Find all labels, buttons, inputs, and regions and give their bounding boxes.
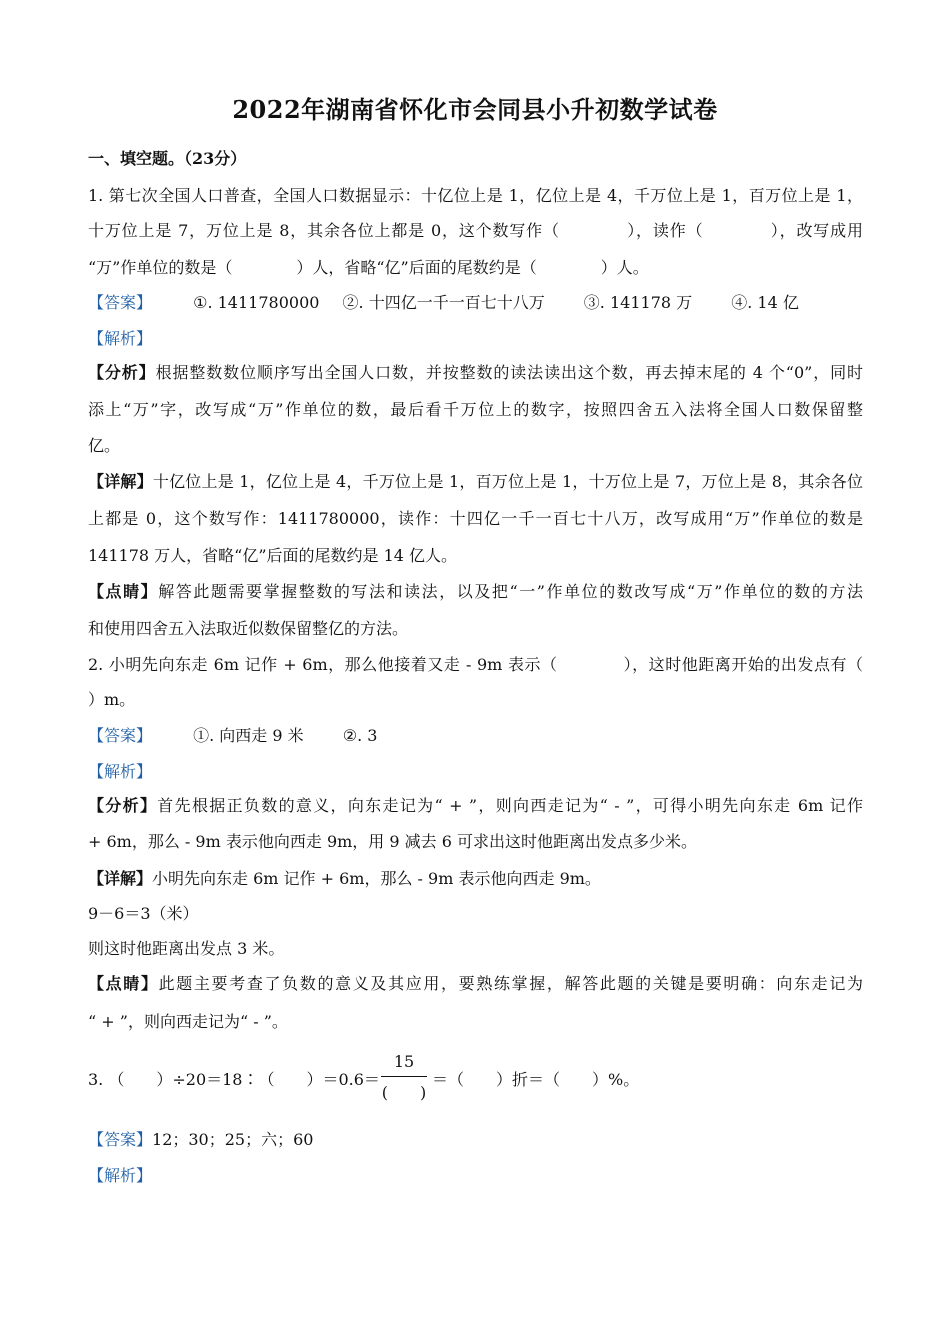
fenxi-text: 根据整数数位顺序写出全国人口数，并按整数的读法读出这个数，再去掉末尾的 4 个“0”，同时 (155, 363, 863, 382)
answer-item: ②. 3 (342, 726, 378, 745)
q1-fenxi-line: 亿。 (88, 436, 121, 455)
q1-xiangjie-line: 上都是 0，这个数写作：1411780000，读作：十四亿一千一百七十八万，改写成用“万”作单位的数是 (88, 509, 863, 528)
q1-fenxi (88, 363, 863, 383)
fenxi-text: 首先根据正负数的意义，向东走记为“ + ”，则向西走记为“ - ”，可得小明先向东走 6m 记作 (157, 796, 863, 815)
q1-xiangjie-line: 141178 万人，省略“亿”后面的尾数约是 14 亿人。 (88, 546, 458, 565)
q2-xiangjie (88, 869, 863, 889)
q2-dianjing-line: “ + ”，则向西走记为“ - ”。 (88, 1012, 288, 1031)
answer-tag: 【答案】 (88, 293, 153, 312)
fenxi-tag: 【分析】 (88, 796, 158, 815)
dianjing-tag: 【点睛】 (88, 974, 159, 993)
q2-result: 则这时他距离出发点 3 米。 (88, 939, 285, 958)
answer-item: ③. 141178 万 (583, 293, 693, 312)
q3-right: ＝（ ）折＝（ ）%。 (432, 1070, 640, 1089)
fraction-numerator: 15 (393, 1052, 415, 1071)
q1-dianjing-line: 和使用四舍五入法取近似数保留整亿的方法。 (88, 619, 409, 638)
q2-line: ）m。 (88, 690, 136, 709)
xiangjie-tag: 【详解】 (88, 869, 153, 888)
q2-answer-row (88, 726, 863, 746)
q1-fenxi-line: 添上“万”字，改写成“万”作单位的数，最后看千万位上的数字，按照四舍五入法将全国人口数保留整 (88, 400, 863, 419)
q1-dianjing (88, 582, 863, 602)
dianjing-tag: 【点睛】 (88, 582, 159, 601)
q1-xiangjie (88, 472, 863, 492)
xiangjie-text: 十亿位上是 1，亿位上是 4，千万位上是 1，百万位上是 1，十万位上是 7，万位上是 8，其余各位 (152, 472, 863, 491)
fraction-bar (381, 1076, 427, 1077)
q1-line: “万”作单位的数是（ ）人，省略“亿”后面的尾数约是（ ）人。 (88, 258, 649, 277)
answer-item: ②. 十四亿一千一百七十八万 (342, 293, 545, 312)
exam-title: 2022年湖南省怀化市会同县小升初数学试卷 (232, 95, 718, 124)
jiexi-tag: 【解析】 (88, 762, 153, 781)
fraction-denominator: ( ) (381, 1083, 427, 1102)
q2-fenxi (88, 796, 863, 816)
q3-left: 3. （ ）÷20＝18∶（ ）＝0.6＝ (88, 1070, 380, 1089)
jiexi-tag: 【解析】 (88, 329, 153, 348)
q1-line: 十万位上是 7，万位上是 8，其余各位上都是 0，这个数写作（ ），读作（ ），改写成用 (88, 221, 863, 240)
section-heading: 一、填空题。（23分） (88, 149, 247, 168)
q1-line: 1. 第七次全国人口普查，全国人口数据显示：十亿位上是 1，亿位上是 4，千万位上是 1，百万位上是 1， (88, 186, 863, 205)
q1-answer-row (88, 293, 863, 313)
q3-fraction (379, 1050, 429, 1102)
xiangjie-text: 小明先向东走 6m 记作 + 6m，那么 - 9m 表示他向西走 9m。 (152, 869, 601, 888)
answer-text: 12；30；25；六；60 (152, 1130, 314, 1149)
answer-item: ①. 1411780000 (193, 293, 320, 312)
q3-answer-row (88, 1130, 863, 1150)
q2-fenxi-line: + 6m，那么 - 9m 表示他向西走 9m，用 9 减去 6 可求出这时他距离出发点多少米。 (88, 832, 698, 851)
fenxi-tag: 【分析】 (88, 363, 156, 382)
q2-dianjing (88, 974, 863, 994)
q2-line: 2. 小明先向东走 6m 记作 + 6m，那么他接着又走 - 9m 表示（ ），这时他距离开始的出发点有（ (88, 655, 863, 674)
xiangjie-tag: 【详解】 (88, 472, 153, 491)
answer-item: ①. 向西走 9 米 (193, 726, 304, 745)
q2-calc: 9－6＝3（米） (88, 904, 199, 923)
answer-tag: 【答案】 (88, 1130, 153, 1149)
jiexi-tag: 【解析】 (88, 1166, 153, 1185)
answer-tag: 【答案】 (88, 726, 153, 745)
dianjing-text: 解答此题需要掌握整数的写法和读法，以及把“一”作单位的数改写成“万”作单位的数的方法 (158, 582, 863, 601)
answer-item: ④. 14 亿 (731, 293, 799, 312)
dianjing-text: 此题主要考查了负数的意义及其应用，要熟练掌握，解答此题的关键是要明确：向东走记为 (158, 974, 863, 993)
